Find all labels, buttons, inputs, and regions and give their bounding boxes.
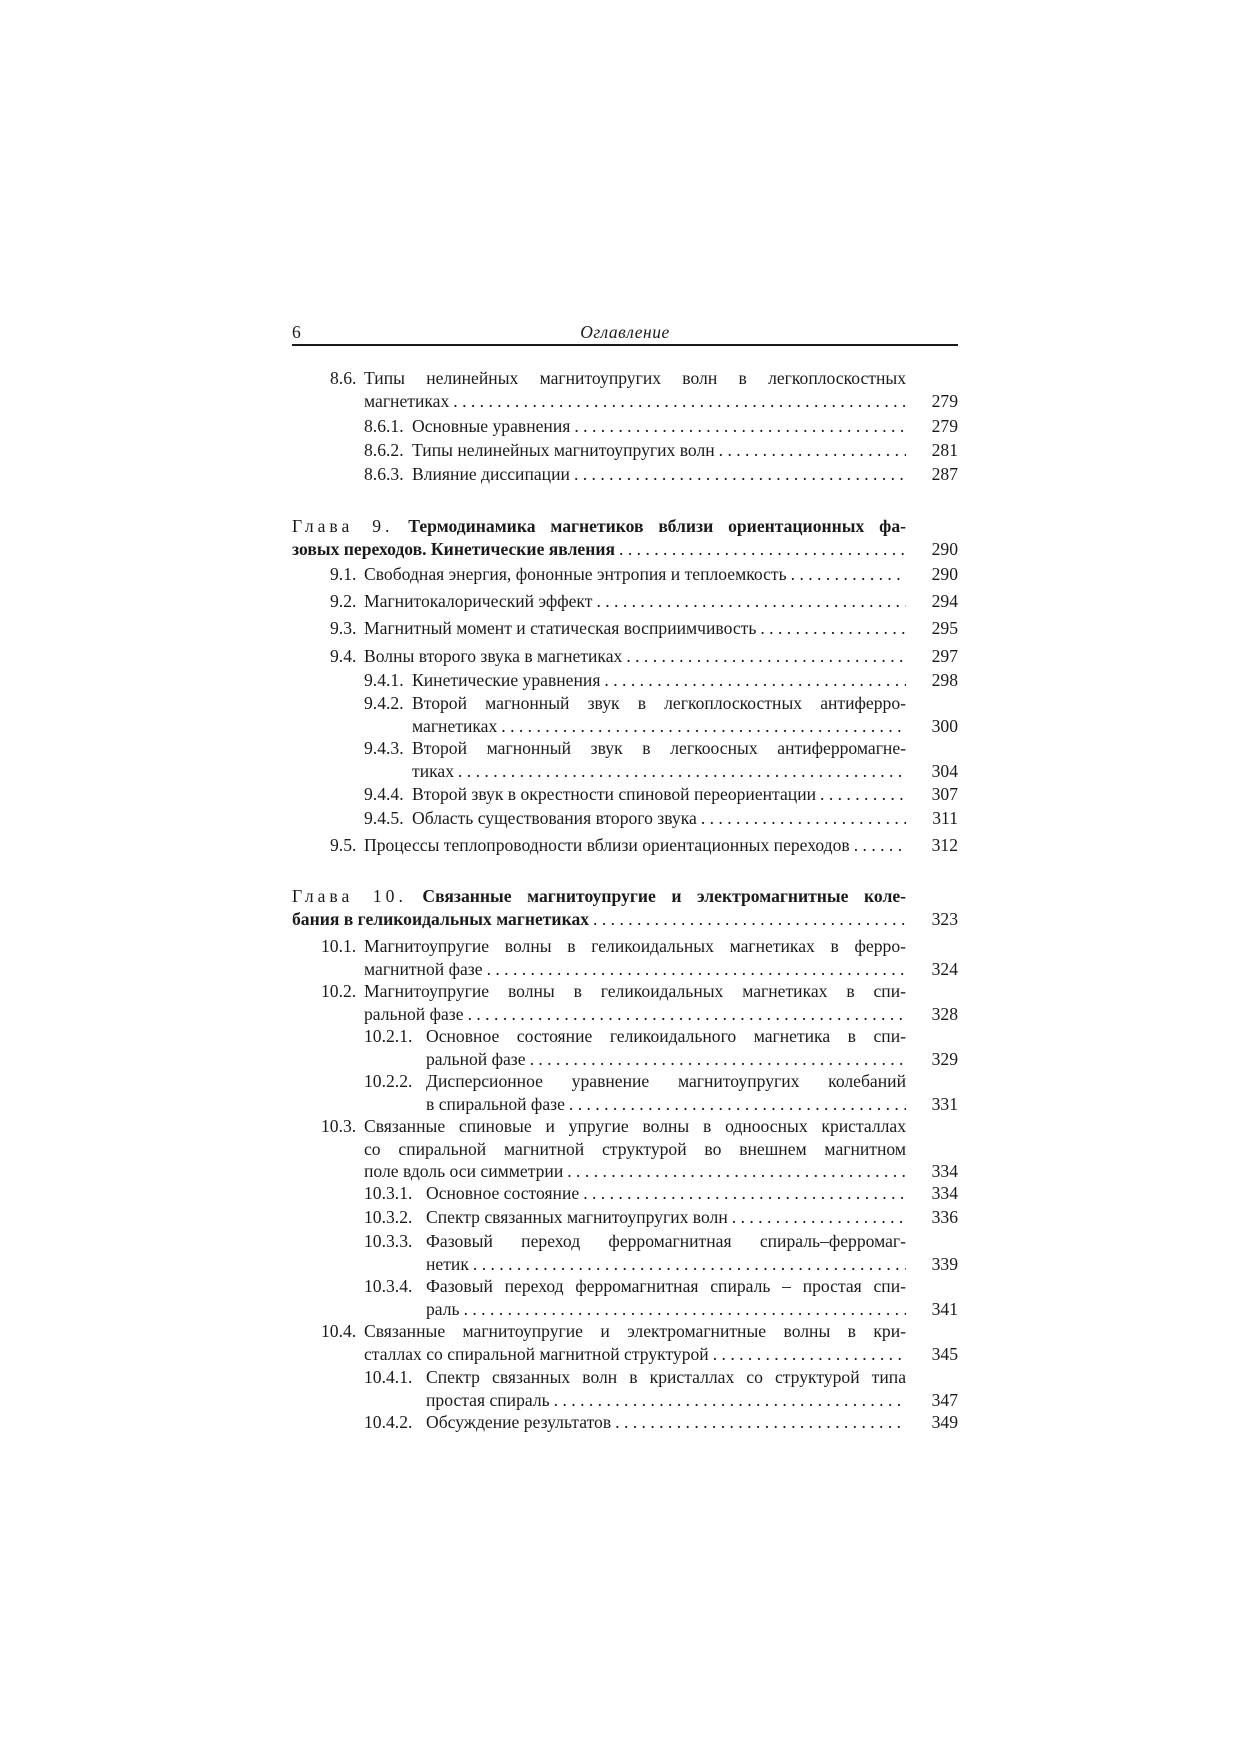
dot-leader [850,834,906,857]
title-text: сталлах со спиральной магнитной структурой [364,1343,709,1364]
section-number: 9.1. [330,564,357,584]
entry-title [364,1320,906,1365]
entry-title [364,1115,906,1183]
page-ref: 347 [931,1389,958,1410]
title-line [364,1003,906,1026]
title-text: ральной фазе [426,1048,526,1069]
dot-leader [816,783,906,806]
chapter-title-text: бания в геликоидальных магнетиках [292,908,590,929]
section-number: 9.4.4. [364,784,404,804]
title-line [412,715,906,738]
dot-leader [756,617,906,640]
chapter-label: Глава 9. [292,516,394,536]
toc-entry[interactable] [292,1230,958,1275]
page-ref: 334 [931,1183,958,1203]
toc-chapter-entry[interactable] [292,885,958,930]
title-line [364,590,906,613]
title-text: ральной фазе [364,1003,464,1024]
toc-entry[interactable] [292,1275,958,1320]
section-number: 10.3. [321,1116,357,1136]
dot-leader [600,669,906,692]
title-text: магнетиках [364,390,450,411]
title-text: Типы нелинейных магнитоупругих волн [412,440,715,460]
dot-leader [570,463,906,486]
title-line [426,1025,906,1048]
page-ref: 336 [931,1207,958,1227]
entry-title [412,463,906,486]
toc-entry[interactable] [292,1320,958,1365]
section-number: 8.6.3. [364,464,404,484]
page-ref: 334 [931,1161,958,1181]
title-text: раль [426,1298,460,1319]
section-number: 9.4.2. [364,693,404,713]
page-ref: 312 [931,835,958,855]
title-text: Магнитокалорический эффект [364,591,593,611]
toc-entry[interactable] [292,807,958,830]
title-line [426,1275,906,1298]
page-ref: 341 [931,1298,958,1319]
title-line [426,1206,906,1229]
page-ref: 281 [931,440,958,460]
dot-leader [615,538,906,561]
dot-leader [592,590,906,613]
title-text: Второй магнонный звук в легкоплоскостных антиферро- [412,693,906,713]
dot-leader [454,760,906,783]
page-number: 6 [292,322,301,342]
title-line [292,515,906,538]
title-text: Основные уравнения [412,416,571,436]
dot-leader [697,807,906,830]
title-text: Обсуждение результатов [426,1412,612,1432]
chapter-title-text: Связанные магнитоупругие и электромагнитные коле- [422,886,906,906]
title-line [412,439,906,462]
entry-title [364,590,906,613]
chapter-title-text: Термодинамика магнетиков вблизи ориентационных фа- [408,516,906,536]
title-text: Магнитный момент и статическая восприимчивость [364,618,757,638]
title-text: Магнитоупругие волны в геликоидальных магнетиках в ферро- [364,936,906,956]
page-ref: 324 [931,958,958,979]
page-ref: 323 [931,908,958,929]
title-line [364,367,906,390]
entry-title [364,645,906,668]
toc-entry[interactable] [292,590,958,613]
section-number: 9.4.1. [364,670,404,690]
title-line [364,1115,906,1138]
title-line [364,617,906,640]
title-line [412,783,906,806]
section-number: 10.4.2. [364,1412,413,1432]
title-text: Фазовый переход ферромагнитная спираль – простая спи- [426,1276,906,1296]
title-line [426,1070,906,1093]
entry-title [292,885,906,930]
title-line [412,737,906,760]
page-ref: 331 [931,1093,958,1114]
entry-title [426,1206,906,1229]
title-text: Фазовый переход ферромагнитная спираль–ферромаг- [426,1231,906,1251]
toc-entry[interactable] [292,1115,958,1183]
title-line [364,1138,906,1161]
chapter-title-text: зовых переходов. Кинетические явления [292,538,616,559]
section-number: 10.1. [321,936,357,956]
dot-leader [449,390,906,413]
entry-title [364,563,906,586]
toc-entry[interactable] [292,617,958,640]
title-text: Волны второго звука в магнетиках [364,646,623,666]
dot-leader [460,1298,906,1321]
page-ref: 297 [931,646,958,666]
page-ref: 304 [931,760,958,781]
title-line [412,692,906,715]
title-line [292,908,906,931]
title-line [364,958,906,981]
section-number: 10.4. [321,1321,357,1341]
toc-entry[interactable] [292,645,958,668]
dot-leader [563,1160,906,1183]
page-ref: 279 [931,416,958,436]
title-line [292,885,906,908]
toc-entry[interactable] [292,367,958,412]
section-number: 10.4.1. [364,1367,413,1387]
entry-title [412,439,906,462]
toc-entry[interactable] [292,1182,958,1205]
title-line [426,1093,906,1116]
page-ref: 329 [931,1048,958,1069]
entry-title [426,1025,906,1070]
toc-entry[interactable] [292,439,958,462]
title-text: Кинетические уравнения [412,670,601,690]
title-line [364,1343,906,1366]
dot-leader [550,1389,906,1412]
title-line [426,1253,906,1276]
section-number: 8.6. [330,368,357,388]
page-ref: 300 [931,715,958,736]
dot-leader [611,1411,906,1434]
dot-leader [728,1206,906,1229]
page-ref: 279 [931,390,958,411]
title-text: поле вдоль оси симметрии [364,1161,564,1181]
section-number: 8.6.2. [364,440,404,460]
entry-title [412,783,906,806]
title-line [292,538,906,561]
title-text: тиках [412,760,454,781]
title-line [364,980,906,1003]
title-text: Типы нелинейных магнитоупругих волн в легкоплоскостных [364,368,906,388]
toc-entry[interactable] [292,1366,958,1411]
section-number: 10.2. [321,981,357,1001]
toc-entry[interactable] [292,415,958,438]
running-title: Оглавление [580,322,670,342]
section-number: 9.4.5. [364,808,404,828]
toc-entry[interactable] [292,834,958,857]
page-ref: 328 [931,1003,958,1024]
title-line [426,1230,906,1253]
section-number: 9.2. [330,591,357,611]
toc-entry[interactable] [292,563,958,586]
title-text: нетик [426,1253,469,1274]
title-text: Связанные магнитоупругие и электромагнитные волны в кри- [364,1321,906,1341]
section-number: 8.6.1. [364,416,404,436]
entry-title [364,980,906,1025]
title-text: Область существования второго звука [412,808,697,828]
section-number: 10.3.3. [364,1231,413,1251]
dot-leader [469,1253,906,1276]
dot-leader [622,645,906,668]
entry-title [426,1230,906,1275]
toc-entry[interactable] [292,980,958,1025]
title-text: Магнитоупругие волны в геликоидальных магнетиках в спи- [364,981,906,1001]
section-number: 9.3. [330,618,357,638]
section-number: 10.2.1. [364,1026,413,1046]
dot-leader [787,563,906,586]
title-text: Основное состояние [426,1183,580,1203]
title-line [364,935,906,958]
entry-title [426,1411,906,1434]
title-line [426,1298,906,1321]
entry-title [364,617,906,640]
toc-entry[interactable] [292,1025,958,1070]
dot-leader [570,415,906,438]
title-line [426,1411,906,1434]
section-number: 9.5. [330,835,357,855]
title-text: Спектр связанных магнитоупругих волн [426,1207,728,1227]
entry-title [426,1275,906,1320]
dot-leader [464,1003,906,1026]
title-line [426,1389,906,1412]
title-line [412,760,906,783]
dot-leader [709,1343,906,1366]
toc-entry[interactable] [292,783,958,806]
entry-title [364,935,906,980]
entry-title [364,834,906,857]
title-text: Свободная энергия, фононные энтропия и теплоемкость [364,564,787,584]
title-line [412,669,906,692]
title-line [364,834,906,857]
dot-leader [526,1048,906,1071]
toc-entry[interactable] [292,692,958,737]
title-line [364,645,906,668]
chapter-label: Глава 10. [292,886,407,906]
dot-leader [497,715,906,738]
entry-title [426,1070,906,1115]
page-ref: 307 [931,784,958,804]
entry-title [292,515,906,560]
entry-title [426,1366,906,1411]
toc-entry[interactable] [292,935,958,980]
page-ref: 339 [931,1253,958,1274]
title-text: магнетиках [412,715,498,736]
title-line [426,1182,906,1205]
toc-entry[interactable] [292,1070,958,1115]
title-text: со спиральной магнитной структурой во внешнем магнитном [364,1138,906,1159]
section-number: 10.3.1. [364,1183,413,1203]
page-ref: 290 [931,538,958,559]
title-line [426,1048,906,1071]
section-number: 9.4. [330,646,357,666]
page-ref: 290 [931,564,958,584]
title-line [412,415,906,438]
toc-entry[interactable] [292,1206,958,1229]
page-ref: 295 [931,618,958,638]
entry-title [364,367,906,412]
title-text: в спиральной фазе [426,1093,565,1114]
entry-title [412,737,906,782]
title-line [426,1366,906,1389]
title-text: Связанные спиновые и упругие волны в одноосных кристаллах [364,1116,906,1136]
dot-leader [589,908,906,931]
page-ref: 294 [931,591,958,611]
entry-title [426,1182,906,1205]
toc-entry[interactable] [292,463,958,486]
entry-title [412,415,906,438]
title-text: простая спираль [426,1389,550,1410]
entry-title [412,669,906,692]
dot-leader [565,1093,906,1116]
title-line [412,463,906,486]
title-text: Дисперсионное уравнение магнитоупругих колебаний [426,1071,906,1091]
title-text: Второй магнонный звук в легкоосных антиферромагне- [412,738,906,758]
section-number: 9.4.3. [364,738,404,758]
title-text: магнитной фазе [364,958,483,979]
title-text: Процессы теплопроводности вблизи ориентационных переходов [364,835,850,855]
toc-chapter-entry[interactable] [292,515,958,560]
title-line [364,390,906,413]
section-number: 10.2.2. [364,1071,413,1091]
entry-title [412,692,906,737]
page-ref: 349 [931,1412,958,1432]
section-number: 10.3.4. [364,1276,413,1296]
page-ref: 287 [931,464,958,484]
dot-leader [483,958,906,981]
page-ref: 345 [931,1343,958,1364]
entry-title [412,807,906,830]
title-text: Спектр связанных волн в кристаллах со структурой типа [426,1367,906,1387]
dot-leader [715,439,906,462]
title-line [412,807,906,830]
toc-entry[interactable] [292,737,958,782]
title-text: Влияние диссипации [412,464,570,484]
toc-entry[interactable] [292,1411,958,1434]
page-ref: 311 [932,808,958,828]
title-line [364,563,906,586]
title-text: Второй звук в окрестности спиновой переориентации [412,784,817,804]
title-line [364,1160,906,1183]
dot-leader [579,1182,906,1205]
page-ref: 298 [931,670,958,690]
title-text: Основное состояние геликоидального магнетика в спи- [426,1026,906,1046]
title-line [364,1320,906,1343]
section-number: 10.3.2. [364,1207,413,1227]
toc-entry[interactable] [292,669,958,692]
